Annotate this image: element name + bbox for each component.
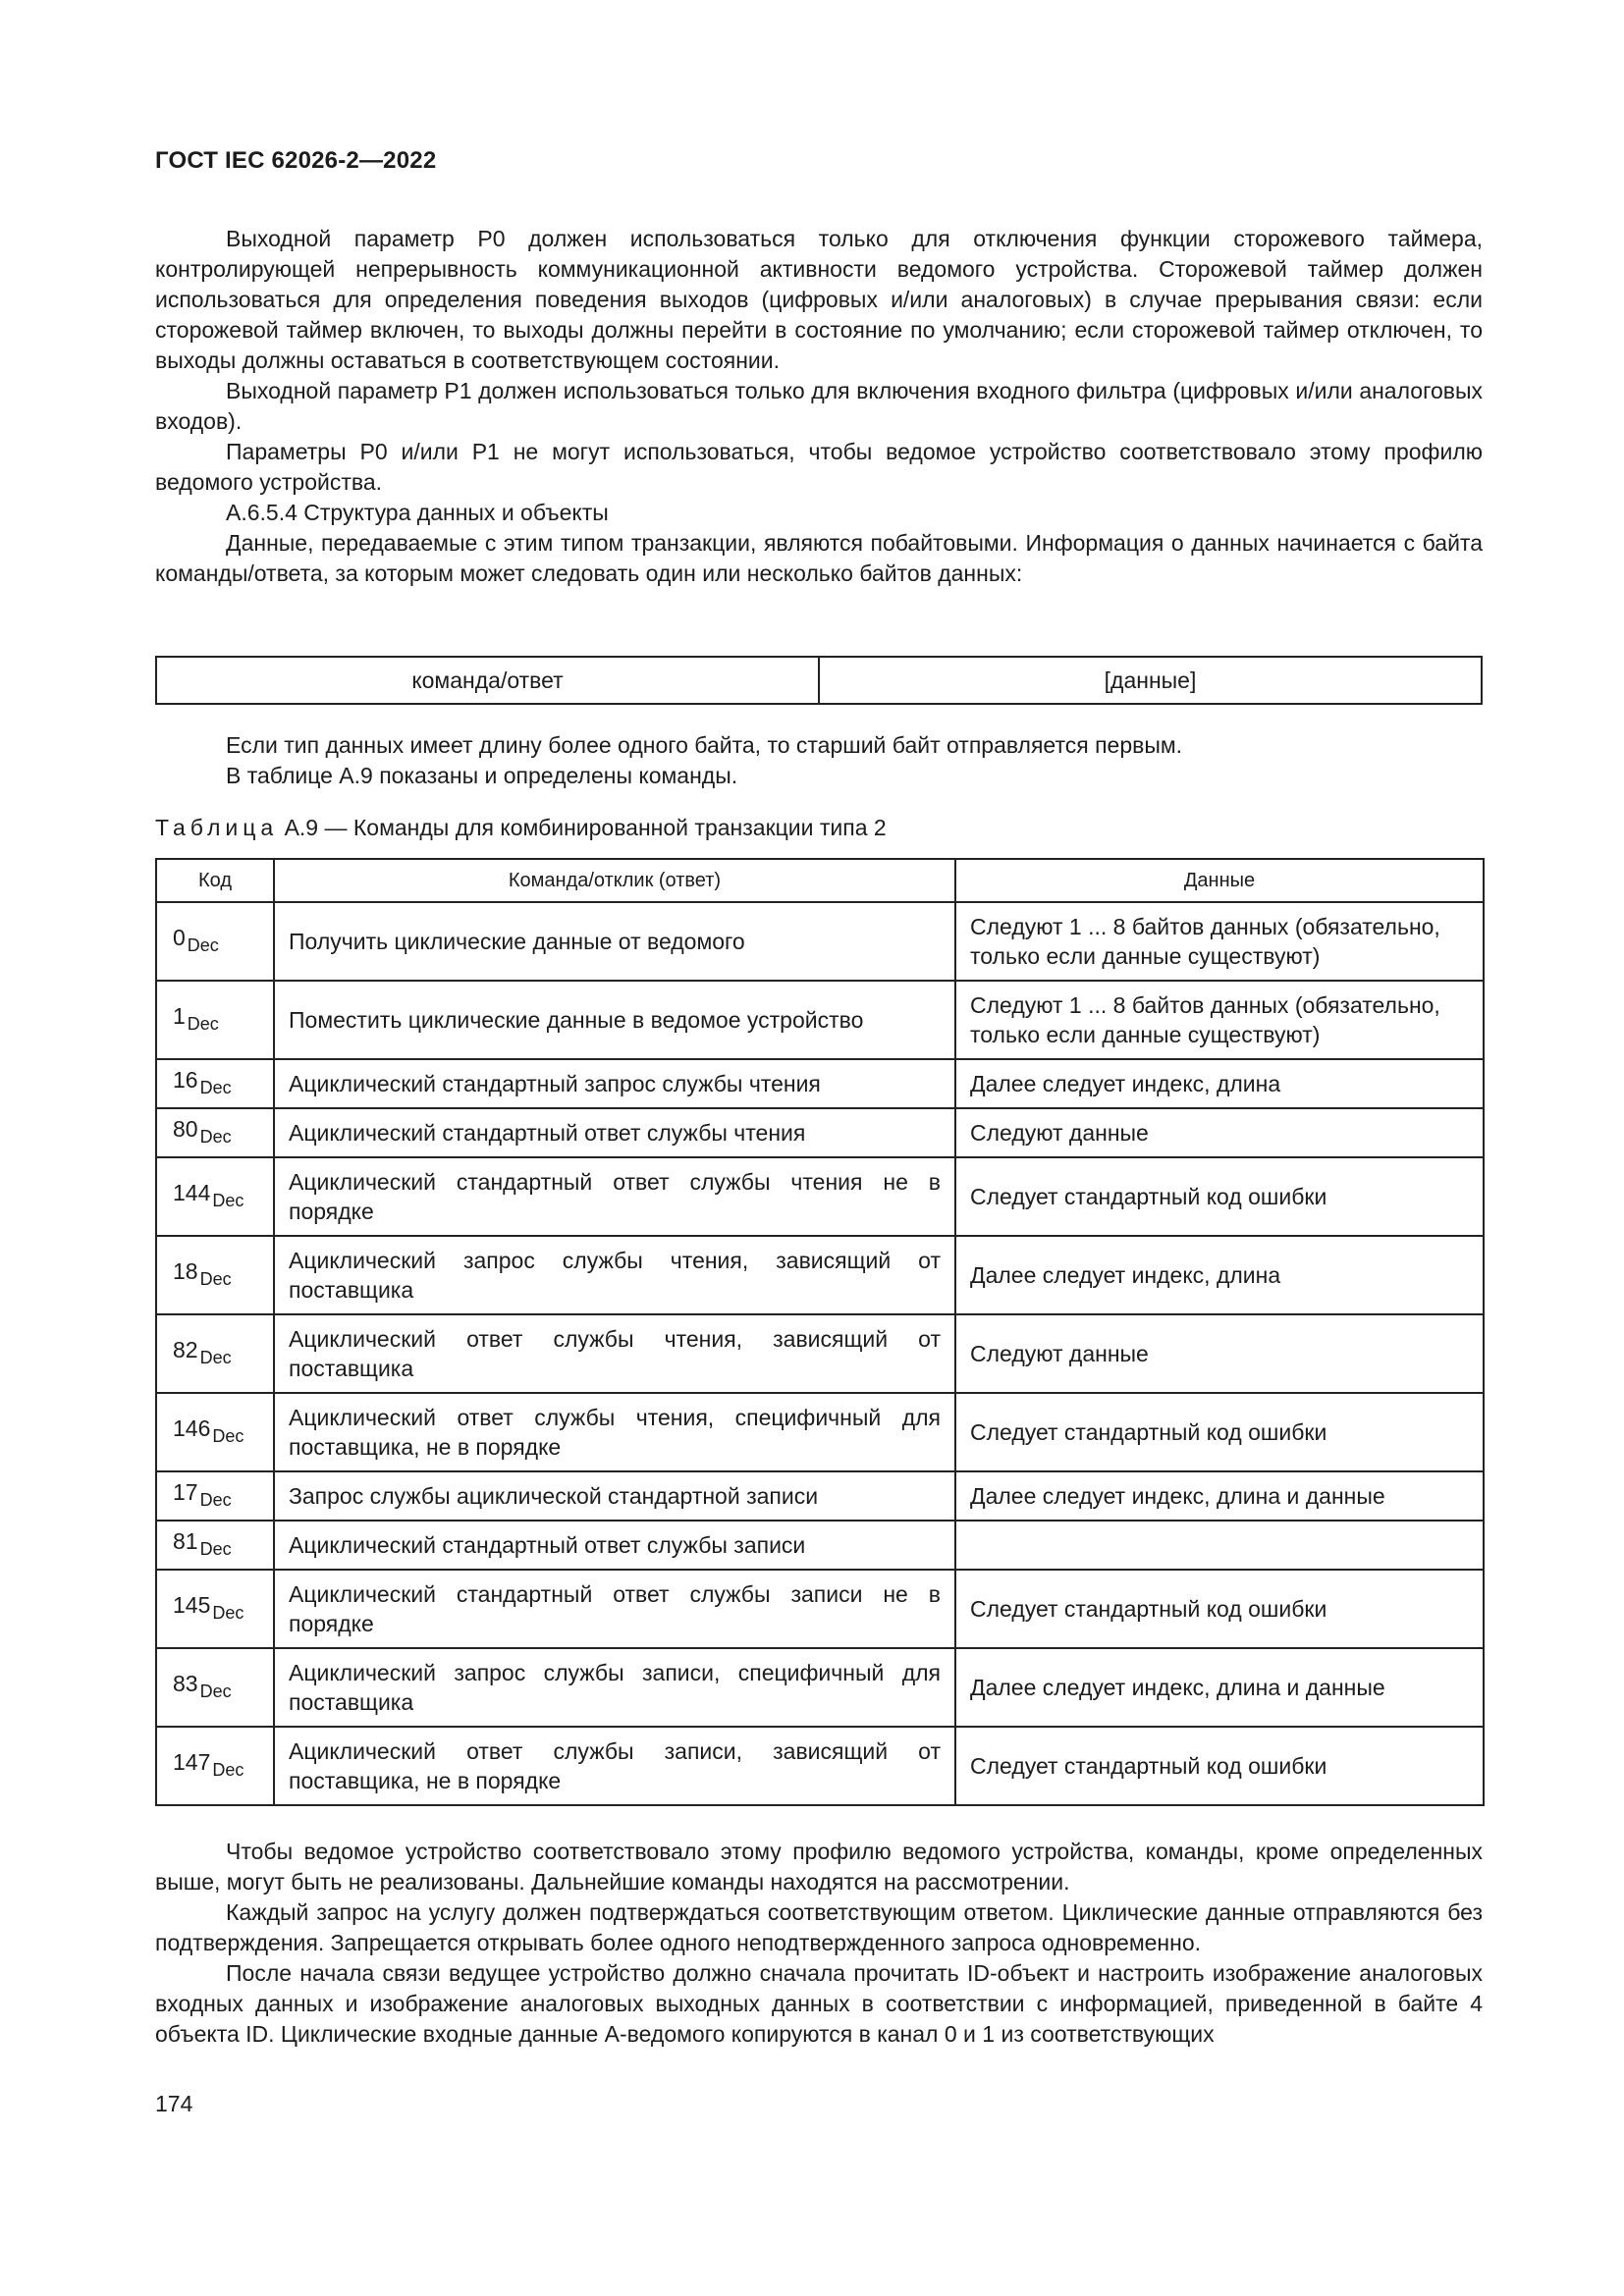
command-cell: Ациклический стандартный ответ службы записи bbox=[274, 1521, 955, 1570]
code-unit: Dec bbox=[199, 1348, 232, 1367]
table-row bbox=[156, 1471, 1484, 1521]
header-code: Код bbox=[156, 859, 274, 902]
table-header-row bbox=[156, 859, 1484, 902]
table-caption-label: Таблица bbox=[155, 815, 279, 840]
code-unit: Dec bbox=[212, 1191, 244, 1210]
command-cell: Поместить циклические данные в ведомое устройство bbox=[274, 981, 955, 1059]
paragraph-parameters: Параметры Р0 и/или Р1 не могут использоваться, чтобы ведомое устройство соответствовало этому профилю ведомого устройства. bbox=[155, 439, 1483, 495]
data-cell: Следуют 1 ... 8 байтов данных (обязательно, только если данные существуют) bbox=[955, 902, 1484, 981]
command-cell: Ациклический стандартный ответ службы чтения bbox=[274, 1108, 955, 1157]
data-cell: Следует стандартный код ошибки bbox=[955, 1570, 1484, 1648]
code-unit: Dec bbox=[199, 1539, 232, 1559]
code-cell bbox=[156, 1727, 274, 1805]
code-unit: Dec bbox=[199, 1078, 232, 1097]
code-cell bbox=[156, 1648, 274, 1727]
table-caption-text: А.9 — Команды для комбинированной транзакции типа 2 bbox=[284, 815, 887, 840]
table-row bbox=[156, 1059, 1484, 1108]
code-value: 81 bbox=[173, 1528, 198, 1554]
code-unit: Dec bbox=[187, 1014, 219, 1034]
code-cell bbox=[156, 1570, 274, 1648]
table-row bbox=[156, 1314, 1484, 1393]
command-cell: Ациклический ответ службы чтения, специфичный для поставщика, не в порядке bbox=[274, 1393, 955, 1471]
table-row bbox=[156, 902, 1484, 981]
code-value: 16 bbox=[173, 1067, 198, 1093]
data-cell: Далее следует индекс, длина bbox=[955, 1059, 1484, 1108]
header-data: Данные bbox=[955, 859, 1484, 902]
table-row bbox=[156, 1236, 1484, 1314]
intro-section bbox=[155, 224, 1483, 589]
code-unit: Dec bbox=[199, 1490, 232, 1510]
code-value: 147 bbox=[173, 1749, 211, 1775]
command-cell: Ациклический запрос службы записи, специфичный для поставщика bbox=[274, 1648, 955, 1727]
code-unit: Dec bbox=[199, 1269, 232, 1289]
code-value: 80 bbox=[173, 1116, 198, 1142]
code-cell bbox=[156, 1471, 274, 1521]
code-cell bbox=[156, 1236, 274, 1314]
code-value: 17 bbox=[173, 1479, 198, 1505]
paragraph-byte-order: Если тип данных имеет длину более одного байта, то старший байт отправляется первым. bbox=[226, 732, 1183, 758]
code-value: 144 bbox=[173, 1180, 211, 1205]
paragraph-table-reference: В таблице А.9 показаны и определены команды. bbox=[226, 763, 738, 788]
paragraph-commands-note: Чтобы ведомое устройство соответствовало этому профилю ведомого устройства, команды, кроме определенных выше, могут быть не реализованы. Дальнейшие команды находятся на рассмотрении. bbox=[155, 1839, 1483, 1895]
data-cell: [данные] bbox=[818, 658, 1481, 703]
code-cell bbox=[156, 1108, 274, 1157]
code-value: 18 bbox=[173, 1258, 198, 1284]
code-unit: Dec bbox=[212, 1426, 244, 1446]
section-heading-a654: А.6.5.4 Структура данных и объекты bbox=[226, 500, 609, 525]
paragraph-watchdog: Выходной параметр Р0 должен использоваться только для отключения функции сторожевого таймера, контролирующей непрерывность коммуникационной активности ведомого устройства. Сторожевой таймер должен использоваться для определения поведения выходов (цифровых и/или аналоговых) в случае прерывания связи: если сторожевой таймер включен, то выходы должны перейти в состояние по умолчанию; если сторожевой таймер отключен, то выходы должны оставаться в соответствующем состоянии. bbox=[155, 226, 1483, 373]
table-row bbox=[156, 1157, 1484, 1236]
table-row bbox=[156, 1570, 1484, 1648]
command-cell: Запрос службы ациклической стандартной записи bbox=[274, 1471, 955, 1521]
command-cell: Получить циклические данные от ведомого bbox=[274, 902, 955, 981]
code-cell bbox=[156, 1521, 274, 1570]
command-cell: Ациклический стандартный ответ службы чтения не в порядке bbox=[274, 1157, 955, 1236]
data-cell: Следует стандартный код ошибки bbox=[955, 1393, 1484, 1471]
paragraph-input-filter: Выходной параметр Р1 должен использоваться только для включения входного фильтра (цифровых и/или аналоговых входов). bbox=[155, 378, 1483, 434]
data-cell: Следуют данные bbox=[955, 1108, 1484, 1157]
paragraph-id-object: После начала связи ведущее устройство должно сначала прочитать ID-объект и настроить изображение аналоговых входных данных и изображение аналоговых выходных данных в соответствии с информацией, приведенной в байте 4 объекта ID. Циклические входные данные А-ведомого копируются в канал 0 и 1 из соответствующих bbox=[155, 1960, 1483, 2047]
code-value: 145 bbox=[173, 1592, 211, 1618]
table-row bbox=[156, 1521, 1484, 1570]
code-cell bbox=[156, 902, 274, 981]
data-cell: Следуют данные bbox=[955, 1314, 1484, 1393]
command-cell: Ациклический стандартный ответ службы записи не в порядке bbox=[274, 1570, 955, 1648]
data-cell: Далее следует индекс, длина и данные bbox=[955, 1471, 1484, 1521]
command-cell: Ациклический ответ службы записи, зависящий от поставщика, не в порядке bbox=[274, 1727, 955, 1805]
code-cell bbox=[156, 981, 274, 1059]
table-row bbox=[156, 1727, 1484, 1805]
paragraph-service-request: Каждый запрос на услугу должен подтверждаться соответствующим ответом. Циклические данные отправляются без подтверждения. Запрещается открывать более одного неподтвержденного запроса одновременно. bbox=[155, 1899, 1483, 1955]
code-value: 83 bbox=[173, 1671, 198, 1696]
mid-section bbox=[155, 730, 1483, 791]
code-cell bbox=[156, 1314, 274, 1393]
data-cell: Следует стандартный код ошибки bbox=[955, 1157, 1484, 1236]
command-data-diagram bbox=[155, 656, 1483, 705]
code-value: 82 bbox=[173, 1337, 198, 1362]
command-cell: Ациклический ответ службы чтения, зависящий от поставщика bbox=[274, 1314, 955, 1393]
table-row bbox=[156, 1393, 1484, 1471]
code-value: 1 bbox=[173, 1003, 186, 1029]
data-cell bbox=[955, 1521, 1484, 1570]
data-cell: Далее следует индекс, длина и данные bbox=[955, 1648, 1484, 1727]
code-value: 0 bbox=[173, 925, 186, 950]
commands-table bbox=[155, 858, 1485, 1806]
table-caption bbox=[155, 815, 887, 841]
table-row bbox=[156, 1108, 1484, 1157]
data-cell: Далее следует индекс, длина bbox=[955, 1236, 1484, 1314]
code-cell bbox=[156, 1059, 274, 1108]
code-unit: Dec bbox=[212, 1603, 244, 1623]
header-command: Команда/отклик (ответ) bbox=[274, 859, 955, 902]
code-unit: Dec bbox=[199, 1127, 232, 1147]
page-number: 174 bbox=[155, 2091, 193, 2116]
document-header: ГОСТ IEC 62026-2—2022 bbox=[155, 147, 437, 174]
command-cell: Ациклический стандартный запрос службы чтения bbox=[274, 1059, 955, 1108]
paragraph-data-structure: Данные, передаваемые с этим типом транзакции, являются побайтовыми. Информация о данных начинается с байта команды/ответа, за которым может следовать один или несколько байтов данных: bbox=[155, 530, 1483, 586]
code-unit: Dec bbox=[199, 1682, 232, 1701]
code-cell bbox=[156, 1393, 274, 1471]
code-cell bbox=[156, 1157, 274, 1236]
table-row bbox=[156, 1648, 1484, 1727]
code-value: 146 bbox=[173, 1415, 211, 1441]
command-cell: Ациклический запрос службы чтения, зависящий от поставщика bbox=[274, 1236, 955, 1314]
closing-section bbox=[155, 1837, 1483, 2050]
data-cell: Следует стандартный код ошибки bbox=[955, 1727, 1484, 1805]
code-unit: Dec bbox=[212, 1760, 244, 1780]
table-row bbox=[156, 981, 1484, 1059]
data-cell: Следуют 1 ... 8 байтов данных (обязательно, только если данные существуют) bbox=[955, 981, 1484, 1059]
command-response-cell: команда/ответ bbox=[411, 667, 564, 693]
code-unit: Dec bbox=[187, 935, 219, 955]
